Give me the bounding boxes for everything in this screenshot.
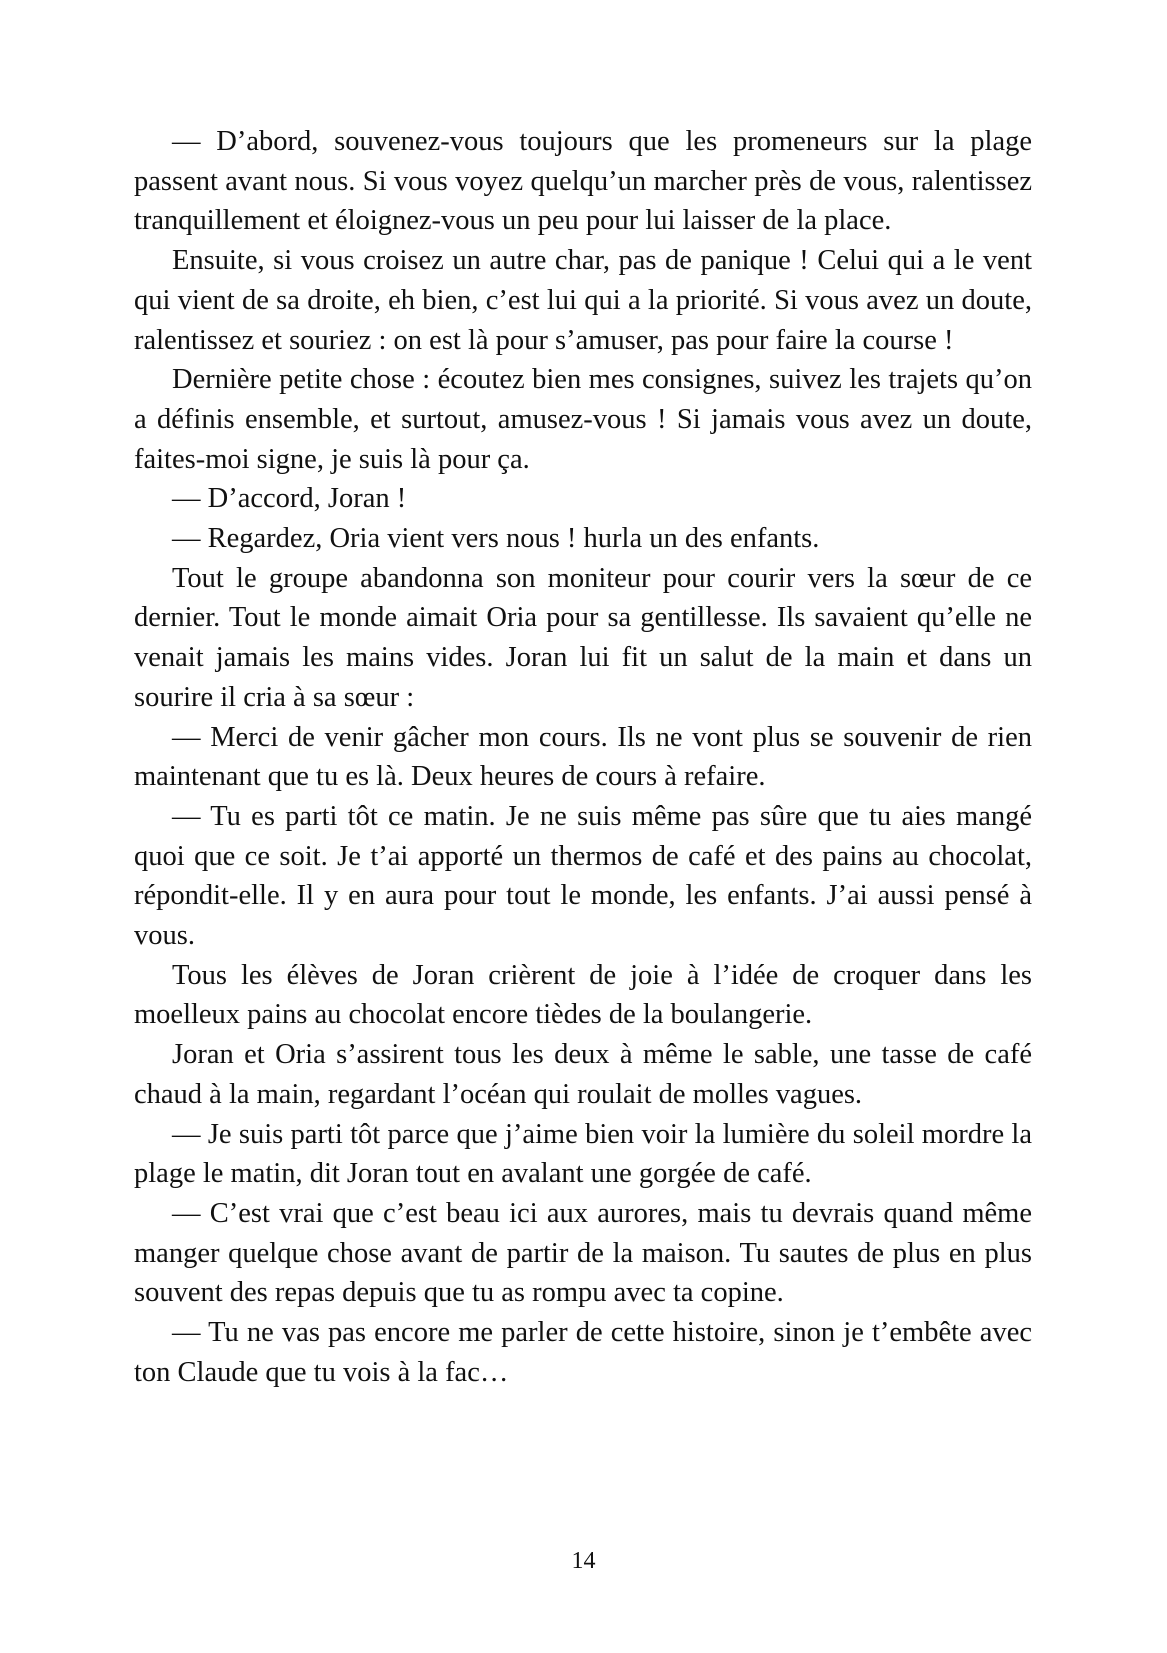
paragraph-1: — D’abord, souvenez-vous toujours que les promeneurs sur la plage passent avant nous. Si vous voyez quelqu’un marcher près de vous, ralentissez tranquillement et éloignez-vous un peu pour lui laisser de la place. — [134, 126, 1032, 237]
paragraph-2: Ensuite, si vous croisez un autre char, pas de panique ! Celui qui a le vent qui vient de sa droite, eh bien, c’est lui qui a la priorité. Si vous avez un doute, ralentissez et souriez : on est là pour s’amuser, pas pour faire la course ! — [134, 245, 1032, 356]
paragraph-5: — Regardez, Oria vient vers nous ! hurla un des enfants. — [172, 523, 820, 555]
paragraph-6: Tout le groupe abandonna son moniteur pour courir vers la sœur de ce dernier. Tout le monde aimait Oria pour sa gentillesse. Ils savaient qu’elle ne venait jamais les mains vides. Joran lui fit un salut de la main et dans un sourire il cria à sa sœur : — [134, 562, 1032, 713]
paragraph-12: — C’est vrai que c’est beau ici aux aurores, mais tu devrais quand même manger quelque chose avant de partir de la maison. Tu sautes de plus en plus souvent des repas depuis que tu as rompu avec ta copine. — [134, 1197, 1032, 1309]
paragraph-7: — Merci de venir gâcher mon cours. Ils ne vont plus se souvenir de rien maintenant que tu es là. Deux heures de cours à refaire. — [134, 721, 1032, 793]
page-body-text — [134, 122, 1032, 1393]
paragraph-3: Dernière petite chose : écoutez bien mes consignes, suivez les trajets qu’on a définis ensemble, et surtout, amusez-vous ! Si jamais vous avez un doute, faites-moi signe, je suis là pour ça. — [134, 364, 1032, 475]
paragraph-9: Tous les élèves de Joran crièrent de joie à l’idée de croquer dans les moelleux pains au chocolat encore tièdes de la boulangerie. — [134, 959, 1032, 1031]
paragraph-10: Joran et Oria s’assirent tous les deux à même le sable, une tasse de café chaud à la main, regardant l’océan qui roulait de molles vagues. — [134, 1039, 1032, 1110]
paragraph-8: — Tu es parti tôt ce matin. Je ne suis même pas sûre que tu aies mangé quoi que ce soit. Je t’ai apporté un thermos de café et des pains au chocolat, répondit-elle. Il y en aura pour tout le monde, les enfants. J’ai aussi pensé à vous. — [134, 800, 1032, 952]
page-number: 14 — [571, 1548, 596, 1574]
paragraph-11: — Je suis parti tôt parce que j’aime bien voir la lumière du soleil mordre la plage le matin, dit Joran tout en avalant une gorgée de café. — [134, 1118, 1032, 1190]
paragraph-13: — Tu ne vas pas encore me parler de cette histoire, sinon je t’embête avec ton Claude que tu vois à la fac… — [134, 1317, 1032, 1388]
paragraph-4: — D’accord, Joran ! — [172, 483, 407, 515]
